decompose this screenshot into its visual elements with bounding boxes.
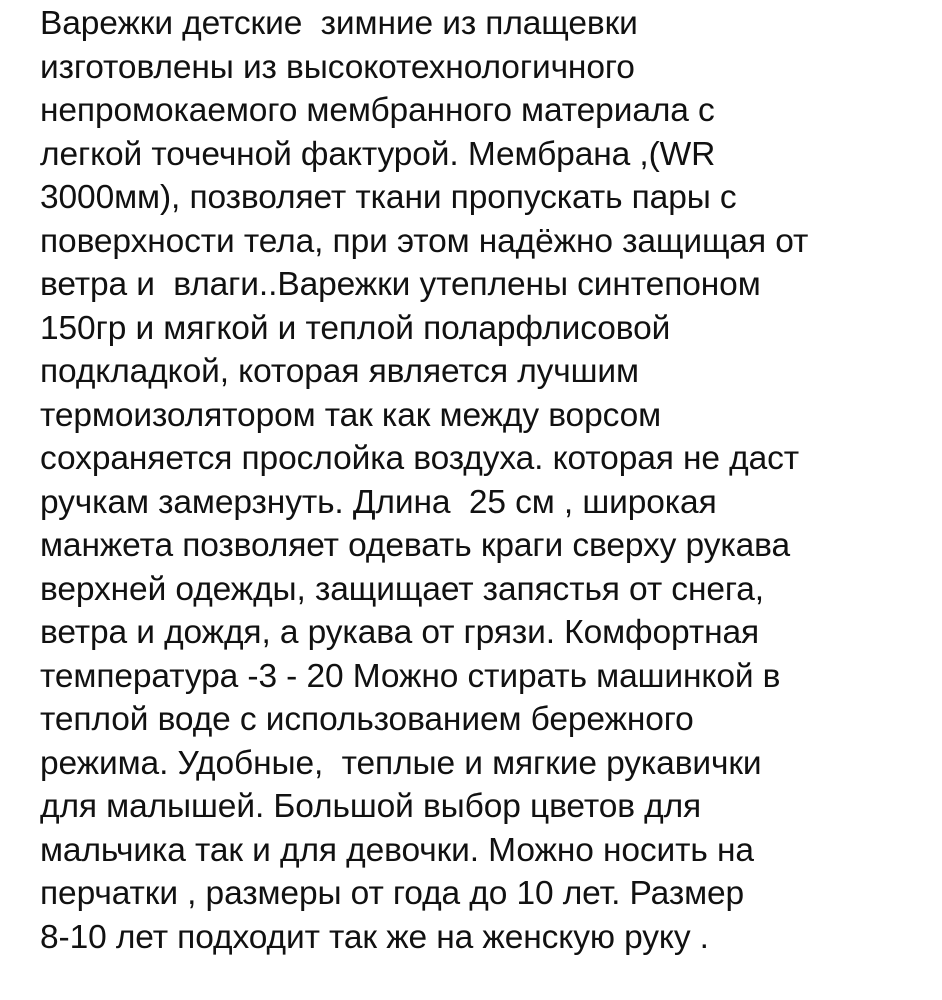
text-line: 3000мм), позволяет ткани пропускать пары с xyxy=(40,179,737,216)
text-line: ветра и влаги..Варежки утеплены синтепоном xyxy=(40,266,761,303)
text-line: для малышей. Большой выбор цветов для xyxy=(40,788,702,825)
text-line: сохраняется прослойка воздуха. которая не даст xyxy=(40,440,800,477)
product-description xyxy=(40,2,930,959)
text-line: термоизолятором так как между ворсом xyxy=(40,396,662,434)
text-line: подкладкой, которая является лучшим xyxy=(40,353,639,390)
text-line: ветра и дождя, а рукава от грязи. Комфортная xyxy=(40,614,760,651)
text-line: 8-10 лет подходит так же на женскую руку . xyxy=(40,918,709,956)
text-line: изготовлены из высокотехнологичного xyxy=(40,48,635,86)
text-line: температура -3 - 20 Можно стирать машинкой в xyxy=(40,657,781,695)
text-line: перчатки , размеры от года до 10 лет. Размер xyxy=(40,875,745,912)
text-line: поверхности тела, при этом надёжно защищая от xyxy=(40,222,809,260)
text-line: 150гр и мягкой и теплой поларфлисовой xyxy=(40,309,671,347)
text-line: верхней одежды, защищает запястья от снега, xyxy=(40,570,764,608)
text-line: мальчика так и для девочки. Можно носить на xyxy=(40,831,754,869)
text-line: режима. Удобные, теплые и мягкие рукавички xyxy=(40,744,762,782)
text-line: Варежки детские зимние из плащевки xyxy=(40,5,638,42)
text-line: теплой воде с использованием бережного xyxy=(40,701,694,738)
text-line: манжета позволяет одевать краги сверху рукава xyxy=(40,527,791,564)
text-line: непромокаемого мембранного материала с xyxy=(40,92,715,129)
text-line: легкой точечной фактурой. Мембрана ,(WR xyxy=(40,135,716,173)
text-line: ручкам замерзнуть. Длина 25 см , широкая xyxy=(40,483,717,521)
